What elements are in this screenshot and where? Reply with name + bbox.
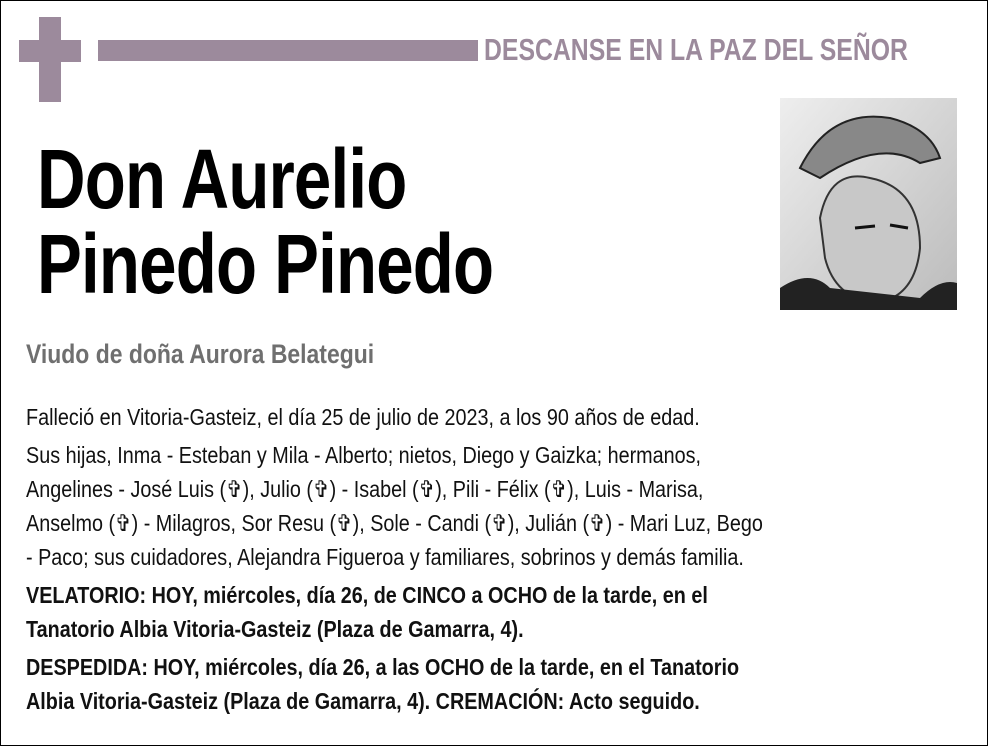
- velatorio-line: VELATORIO: HOY, miércoles, día 26, de CINCO a OCHO de la tarde, en el: [26, 582, 708, 608]
- portrait-photo: [780, 98, 957, 310]
- name-line-1: Don Aurelio: [37, 132, 407, 226]
- velatorio-line: Tanatorio Albia Vitoria-Gasteiz (Plaza de Gamarra, 4).: [26, 616, 524, 642]
- family-line: - Paco; sus cuidadores, Alejandra Figueroa y familiares, sobrinos y demás familia.: [26, 544, 744, 570]
- family-line: Sus hijas, Inma - Esteban y Mila - Alberto; nietos, Diego y Gaizka; hermanos,: [26, 442, 702, 468]
- family-line: Anselmo (✞) - Milagros, Sor Resu (✞), Sole - Candi (✞), Julián (✞) - Mari Luz, Bego: [26, 510, 763, 536]
- despedida-line: Albia Vitoria-Gasteiz (Plaza de Gamarra, 4). CREMACIÓN: Acto seguido.: [26, 688, 700, 714]
- despedida-line: DESPEDIDA: HOY, miércoles, día 26, a las OCHO de la tarde, en el Tanatorio: [26, 654, 740, 680]
- family-line: Angelines - José Luis (✞), Julio (✞) - Isabel (✞), Pili - Félix (✞), Luis - Marisa,: [26, 476, 704, 502]
- death-statement: Falleció en Vitoria-Gasteiz, el día 25 de julio de 2023, a los 90 años de edad.: [26, 404, 700, 430]
- subtitle: Viudo de doña Aurora Belategui: [26, 339, 375, 369]
- name-line-2: Pinedo Pinedo: [37, 217, 494, 311]
- header-bar: [98, 40, 478, 61]
- notice-body: [26, 400, 986, 718]
- cross-horizontal: [19, 40, 81, 62]
- header-tagline: DESCANSE EN LA PAZ DEL SEÑOR: [484, 32, 908, 67]
